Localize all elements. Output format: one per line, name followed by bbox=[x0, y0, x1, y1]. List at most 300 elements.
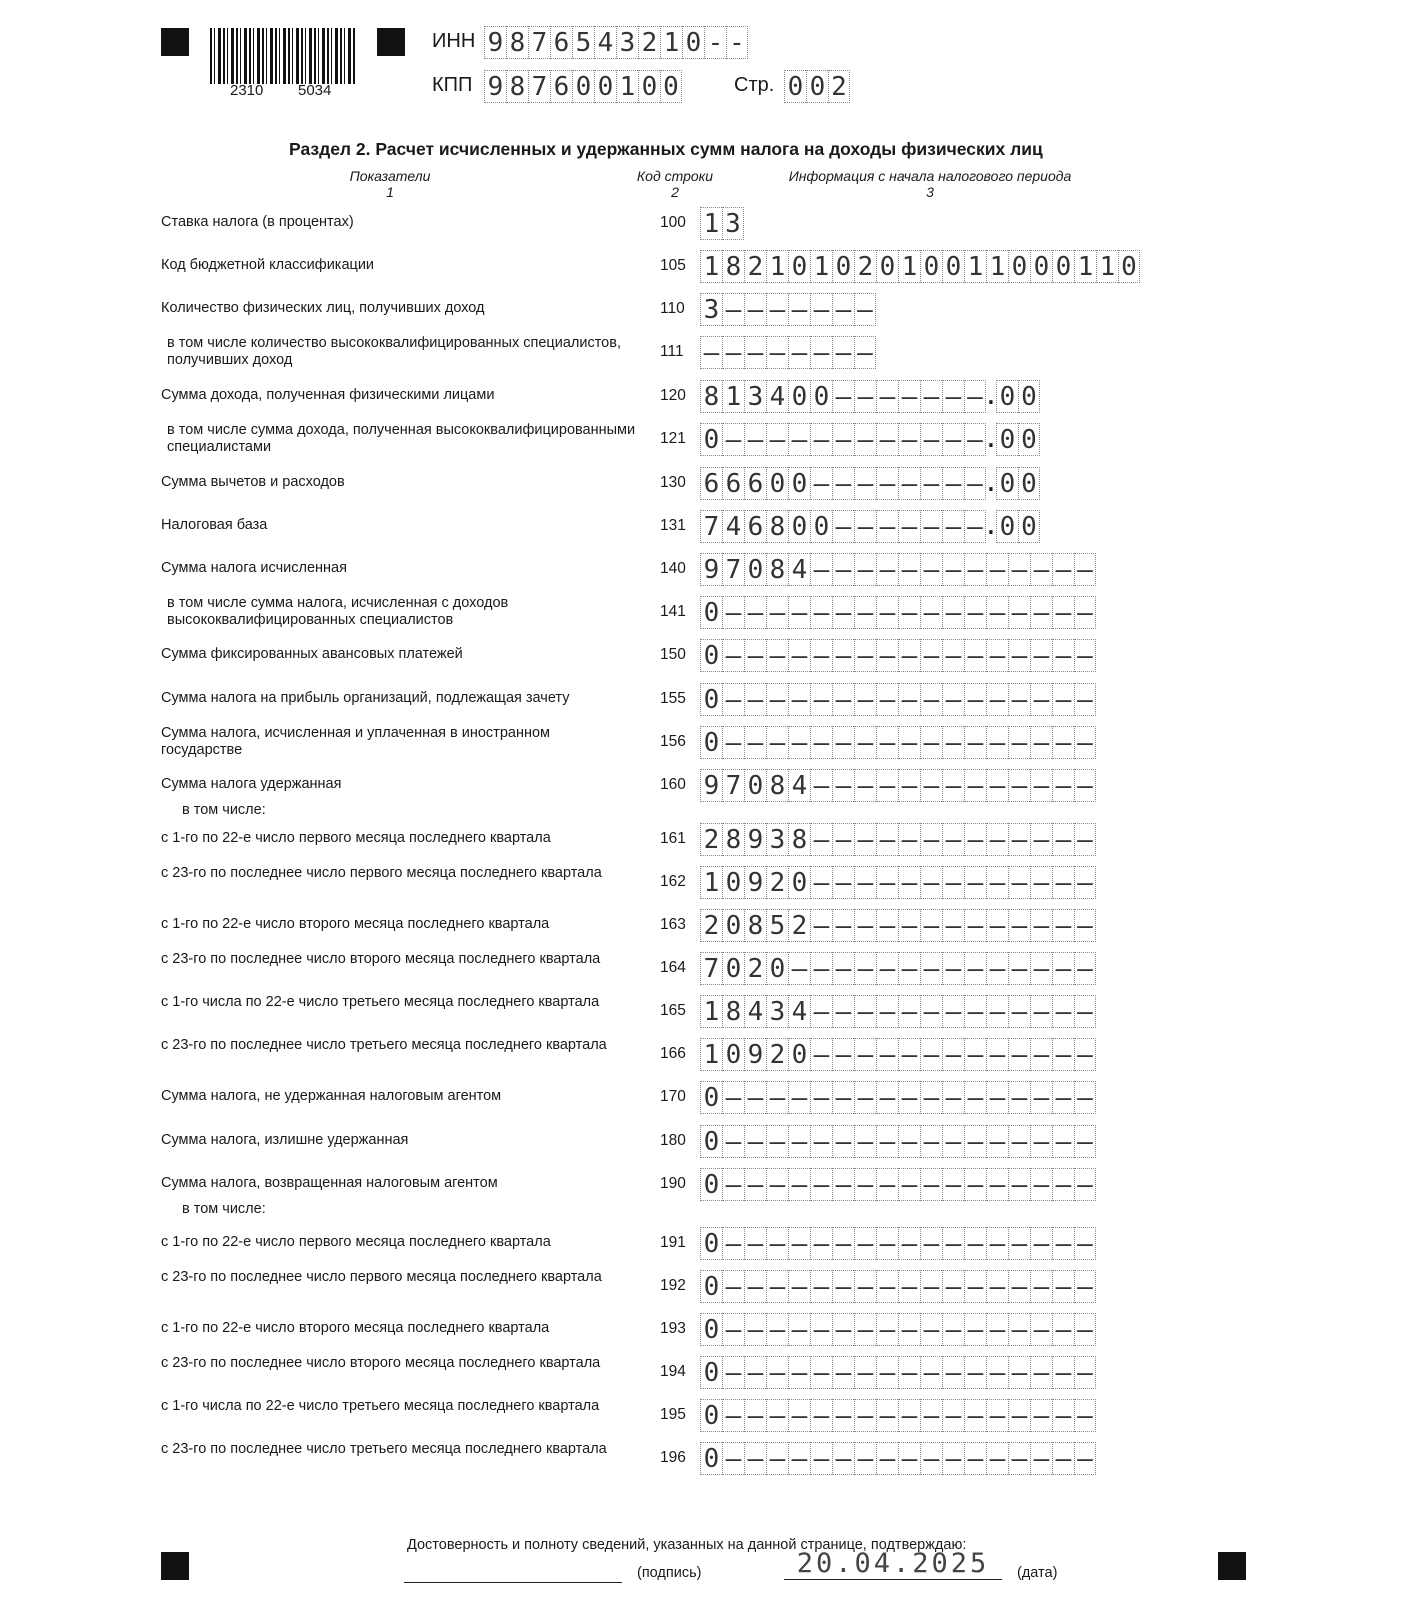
row-150-cell: – bbox=[722, 639, 744, 672]
row-192-cell: – bbox=[854, 1270, 876, 1303]
row-191-cell: – bbox=[722, 1227, 744, 1260]
row-field-195[interactable] bbox=[700, 1399, 1096, 1432]
row-field-121[interactable] bbox=[700, 423, 1040, 456]
row-130-decimal-cell: 0 bbox=[996, 467, 1018, 500]
row-165-cell: 1 bbox=[700, 995, 722, 1028]
column-header-info-num: 3 bbox=[926, 184, 934, 200]
row-165-cell: 4 bbox=[788, 995, 810, 1028]
row-code-164: 164 bbox=[660, 959, 686, 976]
row-165-cell: – bbox=[1074, 995, 1096, 1028]
row-field-140[interactable] bbox=[700, 553, 1096, 586]
row-192-cell: – bbox=[942, 1270, 964, 1303]
row-161-cell: 9 bbox=[744, 823, 766, 856]
row-110-cell: – bbox=[854, 293, 876, 326]
row-195-cell: – bbox=[744, 1399, 766, 1432]
row-120-cell: – bbox=[832, 380, 854, 413]
row-165-cell: 3 bbox=[766, 995, 788, 1028]
row-140-cell: – bbox=[854, 553, 876, 586]
row-170-cell: – bbox=[1008, 1081, 1030, 1114]
row-field-164[interactable] bbox=[700, 952, 1096, 985]
row-195-cell: – bbox=[722, 1399, 744, 1432]
row-label-170: Сумма налога, не удержанная налоговым агентом bbox=[161, 1088, 502, 1104]
row-194-cell: – bbox=[1030, 1356, 1052, 1389]
row-field-161[interactable] bbox=[700, 823, 1096, 856]
kpp-label: КПП bbox=[432, 74, 473, 96]
row-161-cell: 2 bbox=[700, 823, 722, 856]
row-192-cell: – bbox=[722, 1270, 744, 1303]
row-code-161: 161 bbox=[660, 830, 686, 847]
row-110-cell: – bbox=[832, 293, 854, 326]
row-164-cell: – bbox=[810, 952, 832, 985]
row-191-cell: – bbox=[1008, 1227, 1030, 1260]
row-130-cell: 6 bbox=[744, 467, 766, 500]
row-field-190[interactable] bbox=[700, 1168, 1096, 1201]
row-label-194: с 23-го по последнее число второго месяца последнего квартала bbox=[161, 1355, 601, 1371]
row-194-cell: – bbox=[986, 1356, 1008, 1389]
row-121-decimal-cell: 0 bbox=[996, 423, 1018, 456]
row-131-cell: – bbox=[854, 510, 876, 543]
inn-cell: - bbox=[704, 26, 726, 59]
page-number-cell: 0 bbox=[784, 70, 806, 103]
row-140-cell: 0 bbox=[744, 553, 766, 586]
row-191-cell: – bbox=[876, 1227, 898, 1260]
row-131-cell: – bbox=[898, 510, 920, 543]
row-166-cell: 0 bbox=[722, 1038, 744, 1071]
row-195-cell: 0 bbox=[700, 1399, 722, 1432]
row-196-cell: – bbox=[986, 1442, 1008, 1475]
row-180-cell: – bbox=[986, 1125, 1008, 1158]
row-121-cell: – bbox=[832, 423, 854, 456]
row-141-cell: – bbox=[1074, 596, 1096, 629]
row-label-111: в том числе количество высококвалифицированных специалистов, получивших доход bbox=[167, 335, 621, 368]
row-161-cell: 8 bbox=[788, 823, 810, 856]
row-190-cell: – bbox=[1030, 1168, 1052, 1201]
kpp-cell: 9 bbox=[484, 70, 506, 103]
row-164-cell: – bbox=[898, 952, 920, 985]
row-194-cell: – bbox=[898, 1356, 920, 1389]
row-163-cell: – bbox=[964, 909, 986, 942]
date-label: (дата) bbox=[1017, 1565, 1058, 1581]
row-170-cell: – bbox=[832, 1081, 854, 1114]
row-131-cell: – bbox=[920, 510, 942, 543]
inn-cell: 0 bbox=[682, 26, 704, 59]
row-165-cell: – bbox=[810, 995, 832, 1028]
row-163-cell: – bbox=[832, 909, 854, 942]
row-140-cell: – bbox=[986, 553, 1008, 586]
row-170-cell: – bbox=[766, 1081, 788, 1114]
row-131-cell: 8 bbox=[766, 510, 788, 543]
row-161-cell: – bbox=[1074, 823, 1096, 856]
row-156-cell: – bbox=[898, 726, 920, 759]
row-161-cell: – bbox=[1008, 823, 1030, 856]
kpp-cell: 1 bbox=[616, 70, 638, 103]
kpp-cell: 8 bbox=[506, 70, 528, 103]
row-150-cell: – bbox=[854, 639, 876, 672]
row-130-cell: – bbox=[964, 467, 986, 500]
row-194-cell: – bbox=[1074, 1356, 1096, 1389]
row-196-cell: – bbox=[876, 1442, 898, 1475]
row-180-cell: – bbox=[832, 1125, 854, 1158]
row-162-cell: 0 bbox=[722, 866, 744, 899]
row-162-cell: – bbox=[1030, 866, 1052, 899]
column-header-code bbox=[620, 168, 730, 200]
row-field-165[interactable] bbox=[700, 995, 1096, 1028]
page-number-field[interactable] bbox=[784, 70, 850, 103]
row-141-cell: – bbox=[744, 596, 766, 629]
row-140-cell: – bbox=[920, 553, 942, 586]
column-header-info-label: Информация с начала налогового периода bbox=[788, 168, 1072, 184]
row-141-cell: – bbox=[876, 596, 898, 629]
row-150-cell: – bbox=[1074, 639, 1096, 672]
row-180-cell: – bbox=[744, 1125, 766, 1158]
row-150-cell: – bbox=[1008, 639, 1030, 672]
inn-field[interactable] bbox=[484, 26, 748, 59]
row-162-cell: – bbox=[920, 866, 942, 899]
row-code-110: 110 bbox=[660, 300, 685, 317]
row-130-cell: – bbox=[832, 467, 854, 500]
row-111-cell: – bbox=[722, 336, 744, 369]
row-160-cell: 0 bbox=[744, 769, 766, 802]
row-192-cell: – bbox=[810, 1270, 832, 1303]
row-105-cell: 0 bbox=[876, 250, 898, 283]
row-163-cell: – bbox=[1052, 909, 1074, 942]
row-193-cell: – bbox=[964, 1313, 986, 1346]
row-131-cell: – bbox=[832, 510, 854, 543]
row-163-cell: 2 bbox=[788, 909, 810, 942]
row-121-cell: – bbox=[744, 423, 766, 456]
row-field-196[interactable] bbox=[700, 1442, 1096, 1475]
row-105-cell: 1 bbox=[986, 250, 1008, 283]
row-sublabel-190: в том числе: bbox=[182, 1201, 266, 1217]
row-165-cell: 4 bbox=[744, 995, 766, 1028]
row-190-cell: – bbox=[722, 1168, 744, 1201]
row-code-160: 160 bbox=[660, 776, 686, 793]
row-field-130[interactable] bbox=[700, 467, 1040, 500]
row-110-cell: 3 bbox=[700, 293, 722, 326]
row-170-cell: – bbox=[1074, 1081, 1096, 1114]
row-166-cell: – bbox=[1052, 1038, 1074, 1071]
row-164-cell: – bbox=[1052, 952, 1074, 985]
row-105-cell: 1 bbox=[766, 250, 788, 283]
row-166-cell: – bbox=[1008, 1038, 1030, 1071]
row-163-cell: – bbox=[1030, 909, 1052, 942]
row-code-170: 170 bbox=[660, 1088, 686, 1105]
row-field-166[interactable] bbox=[700, 1038, 1096, 1071]
row-141-cell: – bbox=[986, 596, 1008, 629]
row-165-cell: – bbox=[1052, 995, 1074, 1028]
row-150-cell: – bbox=[942, 639, 964, 672]
row-105-cell: 0 bbox=[832, 250, 854, 283]
row-190-cell: – bbox=[876, 1168, 898, 1201]
row-120-cell: – bbox=[964, 380, 986, 413]
row-180-cell: – bbox=[1074, 1125, 1096, 1158]
row-field-141[interactable] bbox=[700, 596, 1096, 629]
row-field-131[interactable] bbox=[700, 510, 1040, 543]
row-162-cell: 2 bbox=[766, 866, 788, 899]
row-code-195: 195 bbox=[660, 1406, 686, 1423]
row-156-cell: – bbox=[1030, 726, 1052, 759]
row-161-cell: – bbox=[986, 823, 1008, 856]
row-155-cell: – bbox=[986, 683, 1008, 716]
row-165-cell: – bbox=[942, 995, 964, 1028]
row-191-cell: – bbox=[920, 1227, 942, 1260]
row-161-cell: – bbox=[832, 823, 854, 856]
row-194-cell: – bbox=[810, 1356, 832, 1389]
page-number-cell: 2 bbox=[828, 70, 850, 103]
row-code-190: 190 bbox=[660, 1175, 686, 1192]
row-192-cell: – bbox=[964, 1270, 986, 1303]
row-194-cell: – bbox=[766, 1356, 788, 1389]
row-field-156[interactable] bbox=[700, 726, 1096, 759]
row-164-cell: – bbox=[1074, 952, 1096, 985]
inn-cell: 1 bbox=[660, 26, 682, 59]
row-161-cell: – bbox=[1052, 823, 1074, 856]
row-196-cell: – bbox=[1052, 1442, 1074, 1475]
row-111-cell: – bbox=[744, 336, 766, 369]
confirm-text: Достоверность и полноту сведений, указанных на данной странице, подтверждаю: bbox=[407, 1537, 967, 1553]
row-130-cell: 0 bbox=[766, 467, 788, 500]
row-191-cell: 0 bbox=[700, 1227, 722, 1260]
row-180-cell: – bbox=[810, 1125, 832, 1158]
row-field-120[interactable] bbox=[700, 380, 1040, 413]
row-field-162[interactable] bbox=[700, 866, 1096, 899]
row-170-cell: – bbox=[810, 1081, 832, 1114]
row-180-cell: – bbox=[898, 1125, 920, 1158]
row-155-cell: – bbox=[744, 683, 766, 716]
row-156-cell: – bbox=[832, 726, 854, 759]
inn-cell: - bbox=[726, 26, 748, 59]
row-164-cell: – bbox=[1030, 952, 1052, 985]
row-100-cell: 1 bbox=[700, 207, 722, 240]
row-162-cell: – bbox=[1074, 866, 1096, 899]
row-field-192[interactable] bbox=[700, 1270, 1096, 1303]
row-label-195: с 1-го числа по 22-е число третьего месяца последнего квартала bbox=[161, 1398, 600, 1414]
row-195-cell: – bbox=[876, 1399, 898, 1432]
row-156-cell: – bbox=[1052, 726, 1074, 759]
row-191-cell: – bbox=[766, 1227, 788, 1260]
row-162-cell: 0 bbox=[788, 866, 810, 899]
row-190-cell: – bbox=[1052, 1168, 1074, 1201]
row-130-cell: 6 bbox=[700, 467, 722, 500]
row-105-cell: 2 bbox=[744, 250, 766, 283]
row-192-cell: – bbox=[1030, 1270, 1052, 1303]
row-field-150[interactable] bbox=[700, 639, 1096, 672]
row-191-cell: – bbox=[854, 1227, 876, 1260]
row-194-cell: – bbox=[788, 1356, 810, 1389]
row-166-cell: – bbox=[810, 1038, 832, 1071]
row-105-cell: 0 bbox=[788, 250, 810, 283]
row-194-cell: – bbox=[744, 1356, 766, 1389]
row-141-cell: – bbox=[722, 596, 744, 629]
row-191-cell: – bbox=[942, 1227, 964, 1260]
row-180-cell: – bbox=[942, 1125, 964, 1158]
row-141-cell: – bbox=[920, 596, 942, 629]
row-163-cell: – bbox=[854, 909, 876, 942]
row-162-cell: – bbox=[942, 866, 964, 899]
row-155-cell: – bbox=[766, 683, 788, 716]
row-label-180: Сумма налога, излишне удержанная bbox=[161, 1132, 409, 1148]
row-155-cell: – bbox=[854, 683, 876, 716]
row-140-cell: – bbox=[898, 553, 920, 586]
row-180-cell: – bbox=[722, 1125, 744, 1158]
row-121-cell: – bbox=[766, 423, 788, 456]
row-131-cell: 7 bbox=[700, 510, 722, 543]
row-label-155: Сумма налога на прибыль организаций, подлежащая зачету bbox=[161, 690, 570, 706]
row-field-193[interactable] bbox=[700, 1313, 1096, 1346]
corner-marker-top-left bbox=[161, 28, 189, 56]
row-195-cell: – bbox=[1074, 1399, 1096, 1432]
row-141-cell: – bbox=[898, 596, 920, 629]
row-192-cell: – bbox=[876, 1270, 898, 1303]
row-field-180[interactable] bbox=[700, 1125, 1096, 1158]
row-166-cell: 9 bbox=[744, 1038, 766, 1071]
signature-line[interactable] bbox=[404, 1582, 622, 1583]
row-194-cell: – bbox=[876, 1356, 898, 1389]
row-code-111: 111 bbox=[660, 343, 684, 360]
row-field-194[interactable] bbox=[700, 1356, 1096, 1389]
row-160-cell: – bbox=[964, 769, 986, 802]
row-162-cell: – bbox=[964, 866, 986, 899]
row-code-130: 130 bbox=[660, 474, 686, 491]
row-164-cell: – bbox=[920, 952, 942, 985]
row-156-cell: – bbox=[722, 726, 744, 759]
date-value[interactable]: 20.04.2025 bbox=[784, 1548, 1002, 1580]
row-195-cell: – bbox=[942, 1399, 964, 1432]
row-131-decimal-cell: 0 bbox=[996, 510, 1018, 543]
row-field-155[interactable] bbox=[700, 683, 1096, 716]
row-163-cell: – bbox=[876, 909, 898, 942]
row-165-cell: – bbox=[964, 995, 986, 1028]
kpp-cell: 0 bbox=[594, 70, 616, 103]
row-195-cell: – bbox=[920, 1399, 942, 1432]
row-165-cell: – bbox=[986, 995, 1008, 1028]
row-163-cell: – bbox=[942, 909, 964, 942]
row-120-cell: – bbox=[920, 380, 942, 413]
row-195-cell: – bbox=[1052, 1399, 1074, 1432]
row-165-cell: – bbox=[898, 995, 920, 1028]
row-140-cell: – bbox=[964, 553, 986, 586]
row-166-cell: – bbox=[876, 1038, 898, 1071]
row-160-cell: – bbox=[1030, 769, 1052, 802]
decimal-point: . bbox=[983, 468, 999, 498]
row-170-cell: – bbox=[744, 1081, 766, 1114]
row-166-cell: – bbox=[964, 1038, 986, 1071]
row-141-cell: – bbox=[1052, 596, 1074, 629]
page-number-cell: 0 bbox=[806, 70, 828, 103]
row-163-cell: – bbox=[898, 909, 920, 942]
row-166-cell: – bbox=[854, 1038, 876, 1071]
row-190-cell: – bbox=[1008, 1168, 1030, 1201]
row-field-191[interactable] bbox=[700, 1227, 1096, 1260]
row-166-cell: – bbox=[1030, 1038, 1052, 1071]
row-120-decimal-cell: 0 bbox=[996, 380, 1018, 413]
row-code-166: 166 bbox=[660, 1045, 686, 1062]
page-label: Стр. bbox=[734, 74, 775, 96]
row-194-cell: – bbox=[854, 1356, 876, 1389]
kpp-cell: 0 bbox=[660, 70, 682, 103]
row-code-121: 121 bbox=[660, 430, 686, 447]
row-165-cell: – bbox=[920, 995, 942, 1028]
row-130-cell: – bbox=[942, 467, 964, 500]
row-label-120: Сумма дохода, полученная физическими лицами bbox=[161, 387, 495, 403]
row-field-160[interactable] bbox=[700, 769, 1096, 802]
row-code-105: 105 bbox=[660, 257, 686, 274]
row-164-cell: 0 bbox=[766, 952, 788, 985]
row-156-cell: – bbox=[788, 726, 810, 759]
row-156-cell: – bbox=[942, 726, 964, 759]
row-161-cell: – bbox=[898, 823, 920, 856]
row-code-163: 163 bbox=[660, 916, 686, 933]
row-105-cell: 0 bbox=[1118, 250, 1140, 283]
row-161-cell: – bbox=[920, 823, 942, 856]
row-121-cell: – bbox=[876, 423, 898, 456]
row-166-cell: 1 bbox=[700, 1038, 722, 1071]
row-140-cell: – bbox=[1052, 553, 1074, 586]
row-label-131: Налоговая база bbox=[161, 517, 268, 533]
row-field-163[interactable] bbox=[700, 909, 1096, 942]
row-140-cell: – bbox=[876, 553, 898, 586]
row-190-cell: – bbox=[744, 1168, 766, 1201]
row-162-cell: – bbox=[810, 866, 832, 899]
barcode-icon bbox=[210, 28, 356, 84]
row-field-111[interactable] bbox=[700, 336, 876, 369]
row-162-cell: – bbox=[876, 866, 898, 899]
row-160-cell: 4 bbox=[788, 769, 810, 802]
row-120-cell: 1 bbox=[722, 380, 744, 413]
row-160-cell: – bbox=[876, 769, 898, 802]
row-195-cell: – bbox=[1030, 1399, 1052, 1432]
row-193-cell: – bbox=[1030, 1313, 1052, 1346]
row-164-cell: – bbox=[788, 952, 810, 985]
row-193-cell: 0 bbox=[700, 1313, 722, 1346]
row-163-cell: 5 bbox=[766, 909, 788, 942]
row-162-cell: – bbox=[898, 866, 920, 899]
row-196-cell: – bbox=[1008, 1442, 1030, 1475]
row-105-cell: 1 bbox=[1096, 250, 1118, 283]
row-field-170[interactable] bbox=[700, 1081, 1096, 1114]
row-label-193: с 1-го по 22-е число второго месяца последнего квартала bbox=[161, 1320, 550, 1336]
column-header-indicators bbox=[300, 168, 480, 200]
row-165-cell: 8 bbox=[722, 995, 744, 1028]
row-166-cell: – bbox=[920, 1038, 942, 1071]
row-191-cell: – bbox=[964, 1227, 986, 1260]
row-195-cell: – bbox=[854, 1399, 876, 1432]
row-155-cell: 0 bbox=[700, 683, 722, 716]
row-180-cell: – bbox=[964, 1125, 986, 1158]
row-180-cell: – bbox=[920, 1125, 942, 1158]
row-code-100: 100 bbox=[660, 214, 686, 231]
row-field-100[interactable] bbox=[700, 207, 744, 240]
signature-label: (подпись) bbox=[637, 1565, 702, 1581]
row-155-cell: – bbox=[810, 683, 832, 716]
row-field-105[interactable] bbox=[700, 250, 1140, 283]
row-131-cell: – bbox=[942, 510, 964, 543]
row-166-cell: – bbox=[1074, 1038, 1096, 1071]
row-code-150: 150 bbox=[660, 646, 686, 663]
row-field-110[interactable] bbox=[700, 293, 876, 326]
row-164-cell: – bbox=[986, 952, 1008, 985]
row-161-cell: 8 bbox=[722, 823, 744, 856]
row-195-cell: – bbox=[810, 1399, 832, 1432]
row-180-cell: – bbox=[854, 1125, 876, 1158]
row-163-cell: – bbox=[986, 909, 1008, 942]
row-110-cell: – bbox=[744, 293, 766, 326]
row-192-cell: – bbox=[920, 1270, 942, 1303]
kpp-field[interactable] bbox=[484, 70, 682, 103]
row-162-cell: – bbox=[854, 866, 876, 899]
row-120-cell: 8 bbox=[700, 380, 722, 413]
row-150-cell: 0 bbox=[700, 639, 722, 672]
